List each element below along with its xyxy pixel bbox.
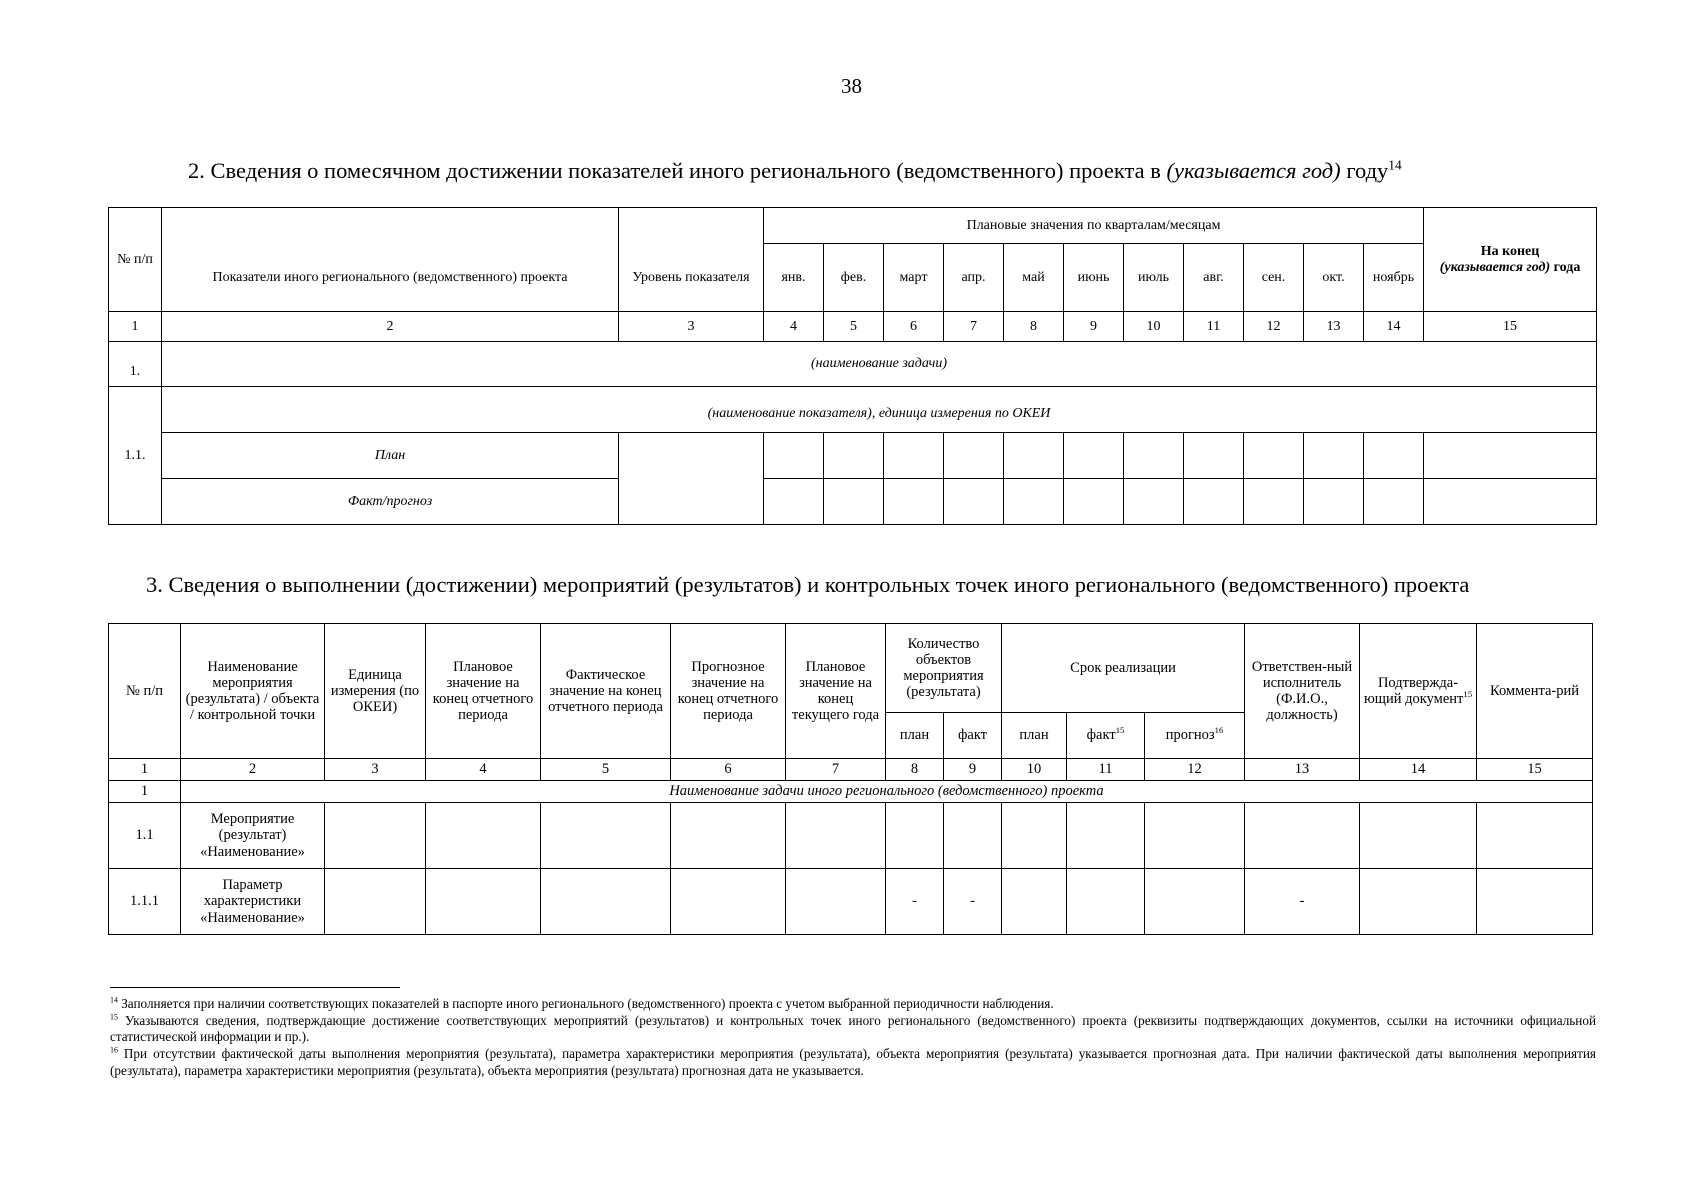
- plan-cell: [1304, 433, 1364, 479]
- fact-cell: [884, 479, 944, 525]
- row-task-num: 1.: [109, 342, 162, 387]
- month-cell: июль: [1124, 244, 1184, 312]
- data-cell: [671, 803, 786, 869]
- col-header-num: № п/п: [109, 624, 181, 759]
- month-cell: окт.: [1304, 244, 1364, 312]
- footnote: [110, 1046, 1596, 1079]
- row-activity-name: Мероприятие (результат) «Наименование»: [181, 803, 325, 869]
- fact-cell: [1364, 479, 1424, 525]
- data-cell: [1145, 869, 1245, 935]
- data-cell: [426, 803, 541, 869]
- col-header-term-forecast: [1145, 713, 1245, 759]
- month-cell: янв.: [764, 244, 824, 312]
- footnote: [110, 1013, 1596, 1046]
- data-cell: [1360, 869, 1477, 935]
- section3-title: 3. Сведения о выполнении (достижении) мероприятий (результатов) и контрольных точек иного регионального (ведомственного) проекта: [146, 572, 1470, 597]
- row-parameter-num: 1.1.1: [109, 869, 181, 935]
- plan-cell: [884, 433, 944, 479]
- col-number: 5: [541, 759, 671, 781]
- fact-cell: [1424, 479, 1597, 525]
- col-number: 9: [944, 759, 1002, 781]
- footnote-ref: 14: [1388, 157, 1402, 173]
- section2-title-suffix: году: [1340, 158, 1389, 183]
- col-header-term-fact-text: факт: [1086, 727, 1116, 744]
- data-cell: [786, 803, 886, 869]
- data-cell: [1477, 869, 1593, 935]
- col-header-count: Количество объектов мероприятия (результата): [886, 624, 1002, 713]
- col-number: 4: [426, 759, 541, 781]
- data-cell: [1067, 869, 1145, 935]
- data-cell: [541, 803, 671, 869]
- col-header-doc-text: Подтвержда-ющий документ: [1363, 674, 1464, 707]
- data-cell: [1002, 803, 1067, 869]
- footnote-text: При отсутствии фактической даты выполнения мероприятия (результата), параметра характеристики мероприятия (результата), объекта мероприятия (результата) указывается прогнозная дата. При наличии фактической даты выполнения мероприятия (результата), параметра характеристики мероприятия (результата), объекта мероприятия (результата) прогнозная дата не указывается.: [110, 1045, 1596, 1078]
- fact-cell: [944, 479, 1004, 525]
- plan-cell: [1184, 433, 1244, 479]
- level-cell: [619, 433, 764, 525]
- activities-table: [108, 623, 1593, 935]
- col-header-end-italic: (указывается год): [1439, 259, 1551, 275]
- col-number: 9: [1064, 312, 1124, 342]
- plan-cell: [1004, 433, 1064, 479]
- fact-cell: [1124, 479, 1184, 525]
- col-number: 6: [884, 312, 944, 342]
- footnote-separator: [110, 987, 400, 988]
- col-number: 2: [181, 759, 325, 781]
- col-header-forecast-end: Прогнозное значение на конец отчетного периода: [671, 624, 786, 759]
- footnote-ref: 15: [1463, 689, 1473, 700]
- col-number: 10: [1124, 312, 1184, 342]
- col-header-unit: Единица измерения (по ОКЕИ): [325, 624, 426, 759]
- data-cell: [1477, 803, 1593, 869]
- data-cell: [886, 803, 944, 869]
- col-header-term-plan: план: [1002, 713, 1067, 759]
- col-header-name: Наименование мероприятия (результата) / объекта / контрольной точки: [181, 624, 325, 759]
- month-cell: авг.: [1184, 244, 1244, 312]
- col-number: 4: [764, 312, 824, 342]
- plan-cell: [1424, 433, 1597, 479]
- col-number: 14: [1364, 312, 1424, 342]
- fact-cell: [1184, 479, 1244, 525]
- data-cell: [786, 869, 886, 935]
- row-indicator-num: 1.1.: [109, 387, 162, 525]
- col-number: 15: [1424, 312, 1597, 342]
- fact-cell: [1304, 479, 1364, 525]
- col-header-term: Срок реализации: [1002, 624, 1245, 713]
- col-number: 1: [109, 312, 162, 342]
- row-plan-label: План: [162, 433, 619, 479]
- dash-cell: -: [886, 869, 944, 935]
- col-header-num: № п/п: [109, 208, 162, 312]
- col-number: 12: [1244, 312, 1304, 342]
- plan-cell: [824, 433, 884, 479]
- plan-cell: [1064, 433, 1124, 479]
- col-number: 11: [1184, 312, 1244, 342]
- col-number: 8: [1004, 312, 1064, 342]
- footnote-text: Указываются сведения, подтверждающие достижение соответствующих мероприятий (результатов) и контрольных точек иного регионального (ведомственного) проекта (реквизиты подтверждающих документов, ссылки на источники официальной статистической информации и пр.).: [110, 1012, 1596, 1045]
- footnote-number: 16: [110, 1045, 118, 1055]
- col-header-doc: [1360, 624, 1477, 759]
- col-header-term-fact: [1067, 713, 1145, 759]
- col-header-indicators: Показатели иного регионального (ведомственного) проекта: [162, 208, 619, 312]
- col-number: 3: [619, 312, 764, 342]
- plan-cell: [1124, 433, 1184, 479]
- page-number: 38: [841, 74, 862, 98]
- data-cell: [426, 869, 541, 935]
- footnote-number: 15: [110, 1012, 118, 1022]
- col-header-term-forecast-text: прогноз: [1165, 727, 1215, 744]
- dash-cell: -: [944, 869, 1002, 935]
- month-cell: июнь: [1064, 244, 1124, 312]
- data-cell: [325, 803, 426, 869]
- col-number: 13: [1245, 759, 1360, 781]
- fact-cell: [824, 479, 884, 525]
- fact-cell: [764, 479, 824, 525]
- plan-cell: [944, 433, 1004, 479]
- col-number: 11: [1067, 759, 1145, 781]
- data-cell: [325, 869, 426, 935]
- data-cell: [671, 869, 786, 935]
- col-header-level: Уровень показателя: [619, 208, 764, 312]
- col-header-plan-year: Плановое значение на конец текущего года: [786, 624, 886, 759]
- col-number: 7: [786, 759, 886, 781]
- month-cell: март: [884, 244, 944, 312]
- footnotes: [110, 996, 1596, 1079]
- month-cell: апр.: [944, 244, 1004, 312]
- col-number: 1: [109, 759, 181, 781]
- footnote-number: 14: [110, 995, 118, 1005]
- col-number: 7: [944, 312, 1004, 342]
- col-header-end-bold: На конец: [1480, 243, 1540, 259]
- row-indicator-name: (наименование показателя), единица измерения по ОКЕИ: [162, 387, 1597, 433]
- section2-title-prefix: 2. Сведения о помесячном достижении показателей иного регионального (ведомственного) проекта в: [188, 158, 1167, 183]
- fact-cell: [1004, 479, 1064, 525]
- footnote: [110, 996, 1596, 1013]
- col-header-end-suffix: года: [1550, 259, 1581, 275]
- month-cell: май: [1004, 244, 1064, 312]
- data-cell: [1360, 803, 1477, 869]
- data-cell: [1002, 869, 1067, 935]
- month-cell: фев.: [824, 244, 884, 312]
- col-number: 2: [162, 312, 619, 342]
- month-cell: ноябрь: [1364, 244, 1424, 312]
- row-task-name: (наименование задачи): [162, 342, 1597, 387]
- data-cell: [1067, 803, 1145, 869]
- col-header-responsible: Ответствен-ный исполнитель (Ф.И.О., должность): [1245, 624, 1360, 759]
- row-parameter-name: Параметр характеристики «Наименование»: [181, 869, 325, 935]
- section2-title: [188, 158, 1402, 184]
- monthly-indicators-table: [108, 207, 1597, 525]
- row-activity-num: 1.1: [109, 803, 181, 869]
- footnote-text: Заполняется при наличии соответствующих показателей в паспорте иного регионального (ведомственного) проекта с учетом выбранной периодичности наблюдения.: [117, 996, 1054, 1011]
- fact-cell: [1244, 479, 1304, 525]
- section2-title-italic: (указывается год): [1166, 158, 1341, 183]
- data-cell: [944, 803, 1002, 869]
- fact-cell: [1064, 479, 1124, 525]
- row-task-num: 1: [109, 781, 181, 803]
- col-number: 10: [1002, 759, 1067, 781]
- col-header-fact-end: Фактическое значение на конец отчетного периода: [541, 624, 671, 759]
- col-number: 8: [886, 759, 944, 781]
- col-header-comment: Коммента-рий: [1477, 624, 1593, 759]
- data-cell: [1145, 803, 1245, 869]
- plan-cell: [1244, 433, 1304, 479]
- col-header-end: [1424, 208, 1597, 312]
- col-number: 6: [671, 759, 786, 781]
- month-cell: сен.: [1244, 244, 1304, 312]
- footnote-ref: 16: [1214, 725, 1224, 736]
- col-number: 12: [1145, 759, 1245, 781]
- footnote-ref: 15: [1115, 725, 1125, 736]
- row-fact-label: Факт/прогноз: [162, 479, 619, 525]
- col-header-plan-end: Плановое значение на конец отчетного периода: [426, 624, 541, 759]
- dash-cell: -: [1245, 869, 1360, 935]
- data-cell: [541, 869, 671, 935]
- plan-cell: [1364, 433, 1424, 479]
- col-header-count-fact: факт: [944, 713, 1002, 759]
- col-number: 3: [325, 759, 426, 781]
- col-number: 14: [1360, 759, 1477, 781]
- col-header-count-plan: план: [886, 713, 944, 759]
- col-number: 15: [1477, 759, 1593, 781]
- row-task-name: Наименование задачи иного регионального (ведомственного) проекта: [181, 781, 1593, 803]
- plan-cell: [764, 433, 824, 479]
- col-number: 13: [1304, 312, 1364, 342]
- data-cell: [1245, 803, 1360, 869]
- col-number: 5: [824, 312, 884, 342]
- col-header-planned: Плановые значения по кварталам/месяцам: [764, 208, 1424, 244]
